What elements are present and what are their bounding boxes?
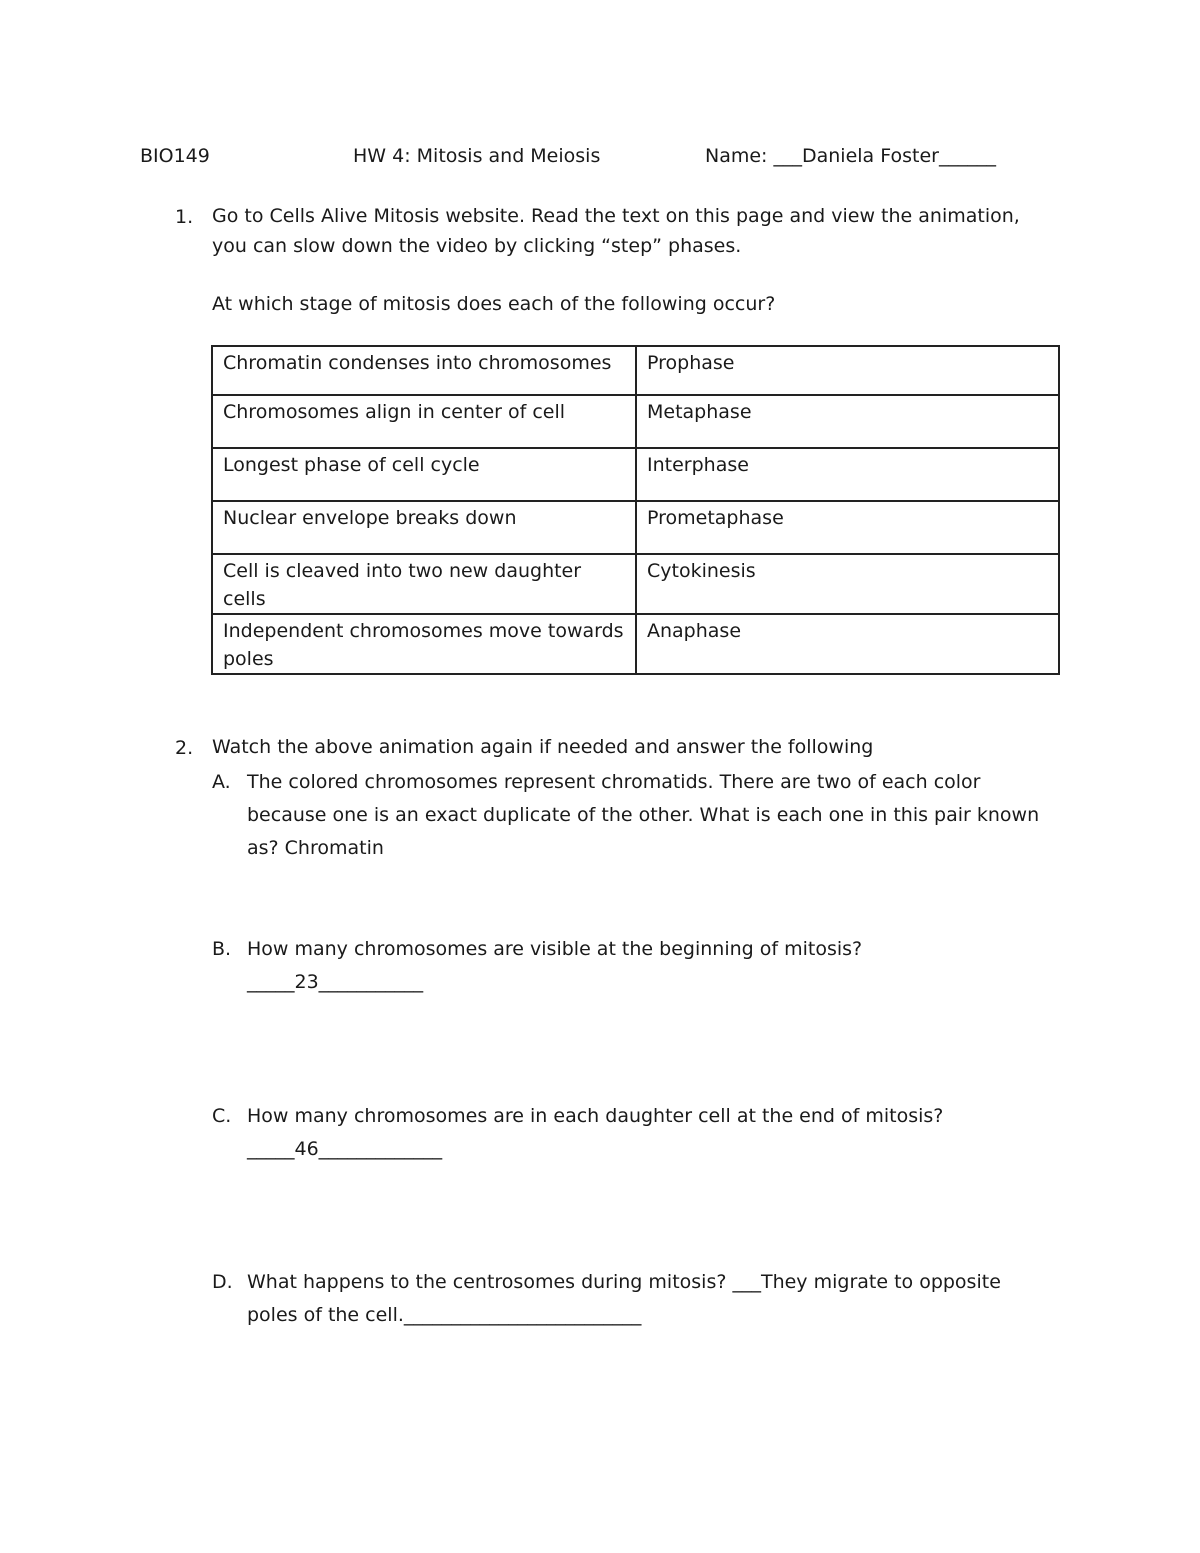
q2d-letter: D. <box>212 1271 233 1293</box>
q2d-line1: What happens to the centrosomes during mitosis? ___They migrate to opposite <box>247 1271 1001 1293</box>
assignment-title: HW 4: Mitosis and Meiosis <box>353 145 601 167</box>
q2a-line1: The colored chromosomes represent chromatids. There are two of each color <box>247 771 981 793</box>
stage-cell: Cytokinesis <box>636 554 1059 614</box>
stage-cell: Metaphase <box>636 395 1059 448</box>
q2-intro: Watch the above animation again if needed and answer the following <box>212 736 874 758</box>
q2d-line2: poles of the cell._________________________ <box>247 1304 642 1326</box>
table-row <box>212 614 1059 674</box>
event-cell: Cell is cleaved into two new daughter cells <box>212 554 636 614</box>
table-row <box>212 501 1059 554</box>
q1-prompt: At which stage of mitosis does each of the following occur? <box>212 293 776 315</box>
stage-cell: Interphase <box>636 448 1059 501</box>
stage-cell: Anaphase <box>636 614 1059 674</box>
q2a-line3: as? Chromatin <box>247 837 384 859</box>
course-code: BIO149 <box>140 145 210 167</box>
event-cell: Chromatin condenses into chromosomes <box>212 346 636 395</box>
event-cell: Chromosomes align in center of cell <box>212 395 636 448</box>
event-cell: Longest phase of cell cycle <box>212 448 636 501</box>
q2c-letter: C. <box>212 1105 232 1127</box>
table-row <box>212 395 1059 448</box>
stage-cell: Prometaphase <box>636 501 1059 554</box>
table-row <box>212 346 1059 395</box>
q1-number: 1. <box>175 206 194 228</box>
q2-number: 2. <box>175 737 194 759</box>
q2c-answer: _____46_____________ <box>247 1138 443 1160</box>
mitosis-stage-table <box>211 345 1060 675</box>
q2c-line1: How many chromosomes are in each daughter cell at the end of mitosis? <box>247 1105 944 1127</box>
event-cell: Independent chromosomes move towards poles <box>212 614 636 674</box>
student-name: Name: ___Daniela Foster______ <box>705 145 996 167</box>
table-row <box>212 554 1059 614</box>
q2a-letter: A. <box>212 771 231 793</box>
q1-line1: Go to Cells Alive Mitosis website. Read the text on this page and view the animation, <box>212 205 1020 227</box>
q2b-answer: _____23___________ <box>247 971 424 993</box>
table-row <box>212 448 1059 501</box>
q1-line2: you can slow down the video by clicking “step” phases. <box>212 235 742 257</box>
q2b-line1: How many chromosomes are visible at the beginning of mitosis? <box>247 938 863 960</box>
q2a-line2: because one is an exact duplicate of the other. What is each one in this pair known <box>247 804 1040 826</box>
q2b-letter: B. <box>212 938 232 960</box>
stage-cell: Prophase <box>636 346 1059 395</box>
event-cell: Nuclear envelope breaks down <box>212 501 636 554</box>
